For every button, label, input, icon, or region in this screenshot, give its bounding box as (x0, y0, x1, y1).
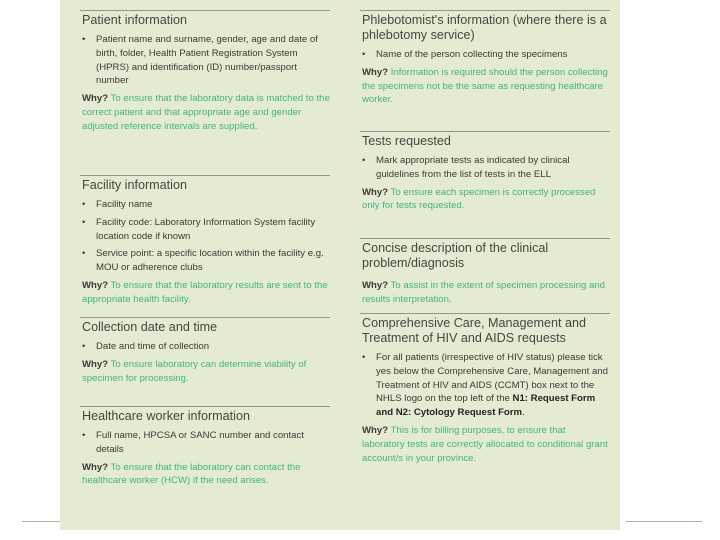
bullet-icon: • (82, 34, 86, 45)
why-text: To ensure that the laboratory can contact the healthcare worker (HCW) if the need arises. (82, 461, 301, 487)
bullet-text: Name of the person collecting the specimens (376, 49, 568, 60)
why-text: To ensure that the laboratory results are sent to the appropriate health facility. (82, 279, 328, 305)
why-text: This is for billing purposes, to ensure that laboratory tests are correctly allocated to conditional grant account/s in your province. (362, 424, 608, 464)
section-collection-date-time (80, 317, 330, 385)
bullet-list (80, 340, 330, 354)
section-patient-information (80, 10, 330, 134)
bullet-end: . (522, 407, 525, 419)
section-facility-information (80, 175, 330, 307)
section-title: Healthcare worker information (82, 409, 250, 423)
bullet-icon: • (362, 352, 366, 363)
why-label: Why? (82, 279, 109, 291)
why-note (82, 92, 330, 133)
why-note (82, 461, 330, 489)
section-title: Concise description of the clinical problem/diagnosis (362, 241, 549, 270)
list-item (80, 198, 330, 212)
bullet-text: Mark appropriate tests as indicated by clinical guidelines from the list of tests in the ELL (376, 155, 570, 180)
right-divider-line (626, 521, 702, 522)
why-note (82, 279, 330, 307)
why-label: Why? (362, 424, 389, 436)
bullet-list (80, 429, 330, 457)
why-note (362, 66, 610, 107)
bullet-icon: • (362, 49, 366, 60)
bullet-icon: • (82, 341, 86, 352)
bullet-text: Patient name and surname, gender, age and date of birth, folder, Health Patient Registration System (HPRS) and identification (ID) number/passport number (96, 34, 318, 87)
section-healthcare-worker-information (80, 406, 330, 488)
bullet-text: Facility name (96, 199, 153, 210)
why-label: Why? (362, 280, 389, 291)
list-item (360, 48, 610, 62)
list-item (360, 351, 610, 420)
section-clinical-description (360, 238, 610, 307)
bullet-list (360, 48, 610, 62)
why-text: To assist in the extent of specimen processing and results interpretation. (362, 280, 605, 305)
why-note (362, 424, 610, 465)
why-text: Information is required should the person collecting the specimens not be the same as requesting healthcare worker. (362, 66, 608, 106)
list-item (80, 340, 330, 354)
why-label: Why? (82, 461, 109, 473)
why-text: To ensure each specimen is correctly processed only for tests requested. (362, 186, 596, 212)
section-phlebotomist-information (360, 10, 610, 107)
section-title: Patient information (82, 13, 188, 27)
bullet-list (360, 351, 610, 420)
list-item (80, 429, 330, 457)
why-label: Why? (362, 186, 389, 198)
why-text: To ensure laboratory can determine viability of specimen for processing. (82, 358, 307, 384)
bullet-list (80, 198, 330, 275)
section-ccmt-requests (360, 313, 610, 465)
section-title: Collection date and time (82, 320, 218, 334)
bullet-text: For all patients (irrespective of HIV status) please tick yes below the Comprehensive Care, Management and Treatment of HIV and AIDS (CCMT) box next to the NHLS logo on the top left of the (376, 352, 608, 405)
bullet-icon: • (82, 216, 86, 228)
bullet-icon: • (82, 430, 86, 441)
why-label: Why? (362, 66, 389, 78)
form-names: N1: Request Form and N2: Cytology Request Form (376, 393, 596, 419)
left-divider-line (22, 521, 60, 522)
section-title: Phlebotomist's information (where there is a phlebotomy service) (362, 13, 607, 42)
why-note (82, 358, 330, 386)
bullet-text: Facility code: Laboratory Information System facility location code if known (96, 216, 316, 242)
bullet-icon: • (82, 199, 86, 210)
bullet-text: Full name, HPCSA or SANC number and contact details (96, 430, 304, 455)
list-item (80, 247, 330, 275)
why-note (362, 186, 610, 214)
bullet-text: Service point: a specific location within the facility e.g. MOU or adherence clubs (96, 248, 324, 274)
info-panel (60, 0, 620, 530)
section-title: Facility information (82, 178, 187, 192)
bullet-icon: • (82, 248, 86, 260)
section-title: Tests requested (362, 134, 451, 148)
why-label: Why? (82, 358, 109, 370)
bullet-list (80, 33, 330, 88)
why-note (362, 279, 610, 307)
bullet-list (360, 154, 610, 182)
section-tests-requested (360, 131, 610, 213)
why-text: To ensure that the laboratory data is matched to the correct patient and that appropriate age and gender adjusted reference intervals are supplied. (82, 93, 330, 132)
list-item (80, 33, 330, 88)
bullet-text: Date and time of collection (96, 341, 210, 352)
why-label: Why? (82, 93, 109, 105)
section-title: Comprehensive Care, Management and Treatment of HIV and AIDS requests (362, 316, 587, 345)
bullet-icon: • (362, 155, 366, 166)
list-item (360, 154, 610, 182)
list-item (80, 216, 330, 244)
